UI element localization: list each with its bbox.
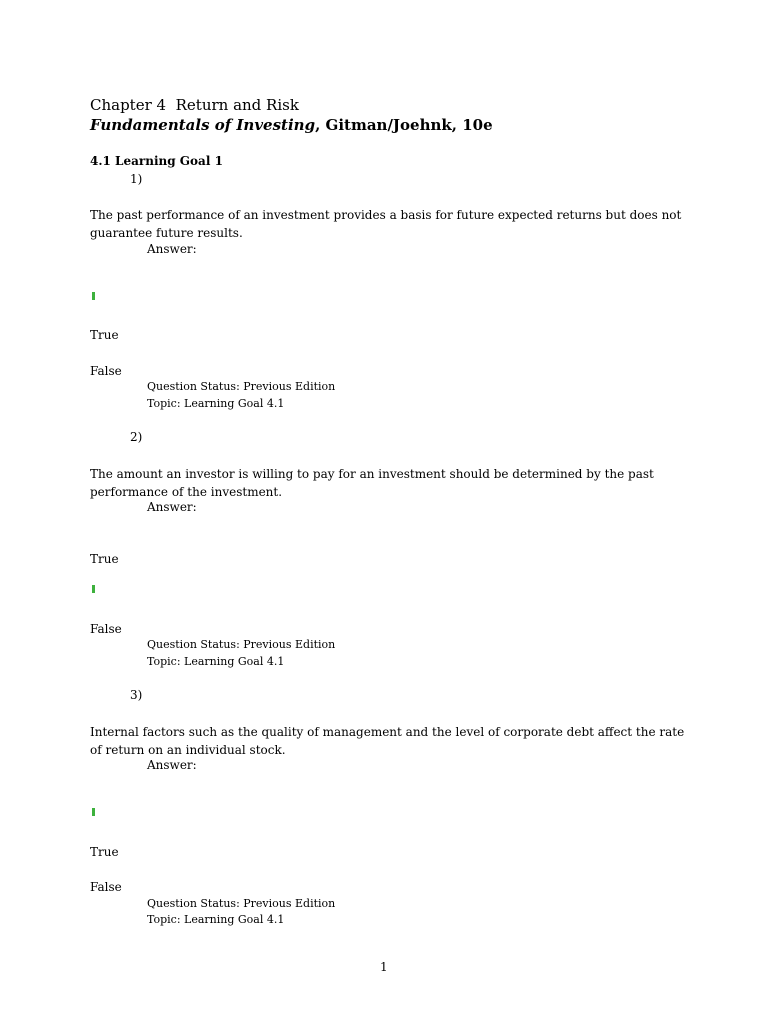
- book-authors-edition: , Gitman/Joehnk, 10e: [315, 116, 493, 134]
- question-topic: Topic: Learning Goal 4.1: [147, 655, 285, 668]
- option-true[interactable]: True: [90, 845, 119, 859]
- question-text: The amount an investor is willing to pay for an investment should be determined by the past performance of the investment.: [90, 467, 654, 499]
- selected-answer-marker: [92, 585, 95, 593]
- answer-label: Answer:: [147, 242, 197, 256]
- option-false[interactable]: False: [90, 364, 122, 378]
- page-number: 1: [380, 960, 388, 974]
- question-number: 1): [130, 172, 143, 186]
- question-topic: Topic: Learning Goal 4.1: [147, 397, 285, 410]
- option-true[interactable]: True: [90, 328, 119, 342]
- selected-answer-marker: [92, 808, 95, 816]
- question-number: 2): [130, 430, 143, 444]
- option-false[interactable]: False: [90, 622, 122, 636]
- question-status: Question Status: Previous Edition: [147, 638, 336, 651]
- option-false[interactable]: False: [90, 880, 122, 894]
- question-text: Internal factors such as the quality of management and the level of corporate debt affect the rate of return on an individual stock.: [90, 725, 685, 757]
- chapter-number: Chapter 4: [90, 96, 167, 114]
- option-true[interactable]: True: [90, 552, 119, 566]
- section-heading: 4.1 Learning Goal 1: [90, 154, 223, 168]
- book-title: Fundamentals of Investing: [90, 116, 316, 134]
- chapter-title: [90, 96, 299, 114]
- question-number: 3): [130, 688, 143, 702]
- chapter-name: Return and Risk: [175, 96, 299, 114]
- question-status: Question Status: Previous Edition: [147, 380, 336, 393]
- question-status: Question Status: Previous Edition: [147, 897, 336, 910]
- book-reference: [90, 116, 493, 134]
- question-text: The past performance of an investment provides a basis for future expected returns but does not guarantee future results.: [90, 208, 682, 240]
- answer-label: Answer:: [147, 500, 197, 514]
- selected-answer-marker: [92, 292, 95, 300]
- question-topic: Topic: Learning Goal 4.1: [147, 913, 285, 926]
- answer-label: Answer:: [147, 758, 197, 772]
